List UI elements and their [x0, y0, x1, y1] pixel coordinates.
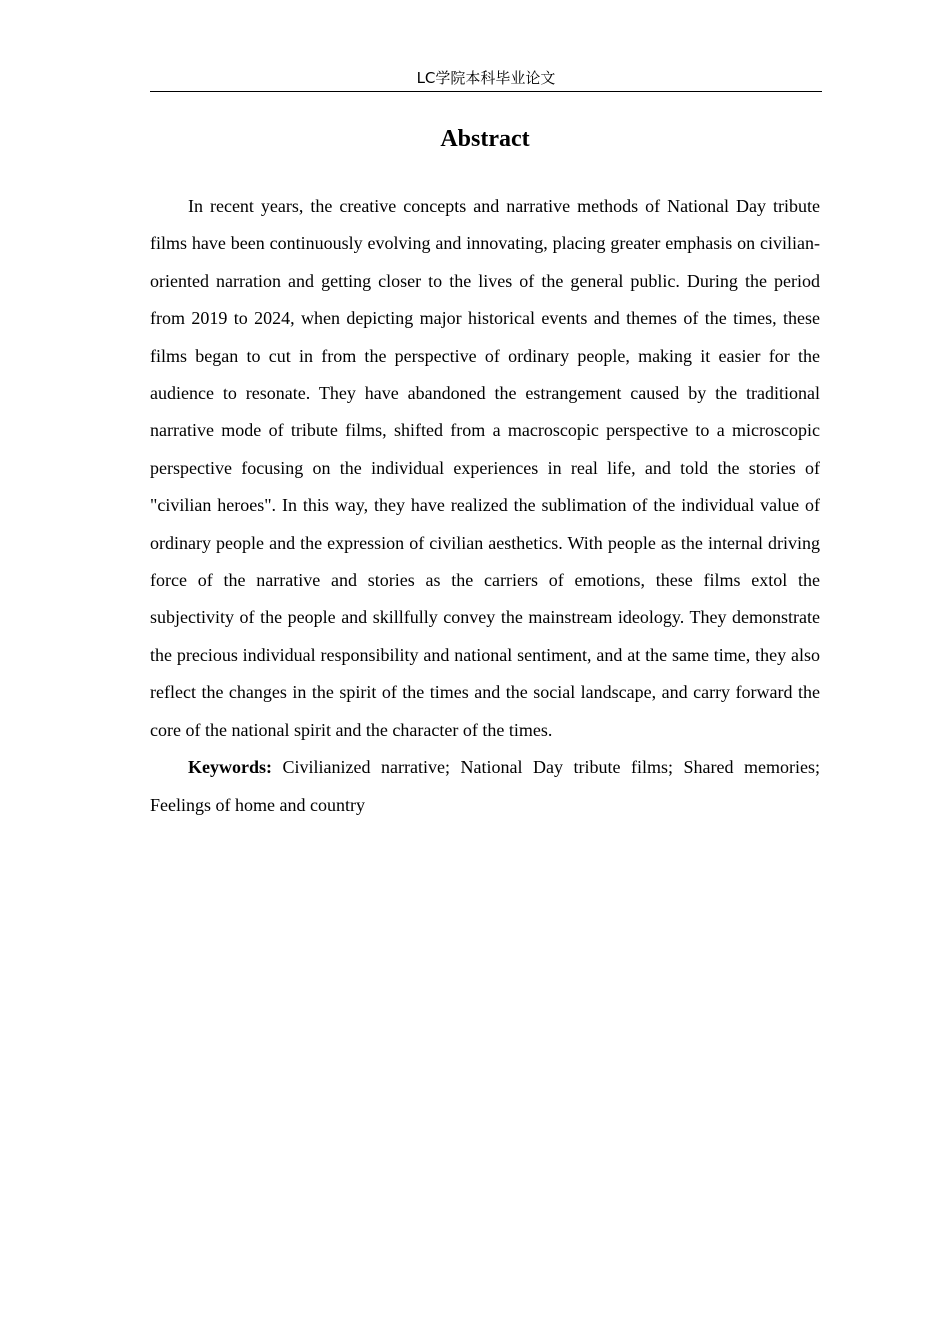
- keywords-label: Keywords:: [188, 757, 272, 778]
- keywords-text: Civilianized narrative; National Day tribute films; Shared memories; Feelings of home and country: [150, 757, 820, 815]
- keywords-line: [150, 749, 820, 824]
- abstract-body: [150, 188, 820, 824]
- abstract-title: Abstract: [440, 126, 530, 152]
- abstract-paragraph: In recent years, the creative concepts and narrative methods of National Day tribute films have been continuously evolving and innovating, placing greater emphasis on civilian-oriented narration and getting closer to the lives of the general public. During the period from 2019 to 2024, when depicting major historical events and themes of the times, these films began to cut in from the perspective of ordinary people, making it easier for the audience to resonate. They have abandoned the estrangement caused by the traditional narrative mode of tribute films, shifted from a macroscopic perspective to a microscopic perspective focusing on the individual experiences in real life, and told the stories of "civilian heroes". In this way, they have realized the sublimation of the individual value of ordinary people and the expression of civilian aesthetics. With people as the internal driving force of the narrative and stories as the carriers of emotions, these films extol the subjectivity of the people and skillfully convey the mainstream ideology. They demonstrate the precious individual responsibility and national sentiment, and at the same time, they also reflect the changes in the spirit of the times and the social landscape, and carry forward the core of the national spirit and the character of the times.: [150, 196, 820, 740]
- running-header: LC学院本科毕业论文: [150, 67, 822, 92]
